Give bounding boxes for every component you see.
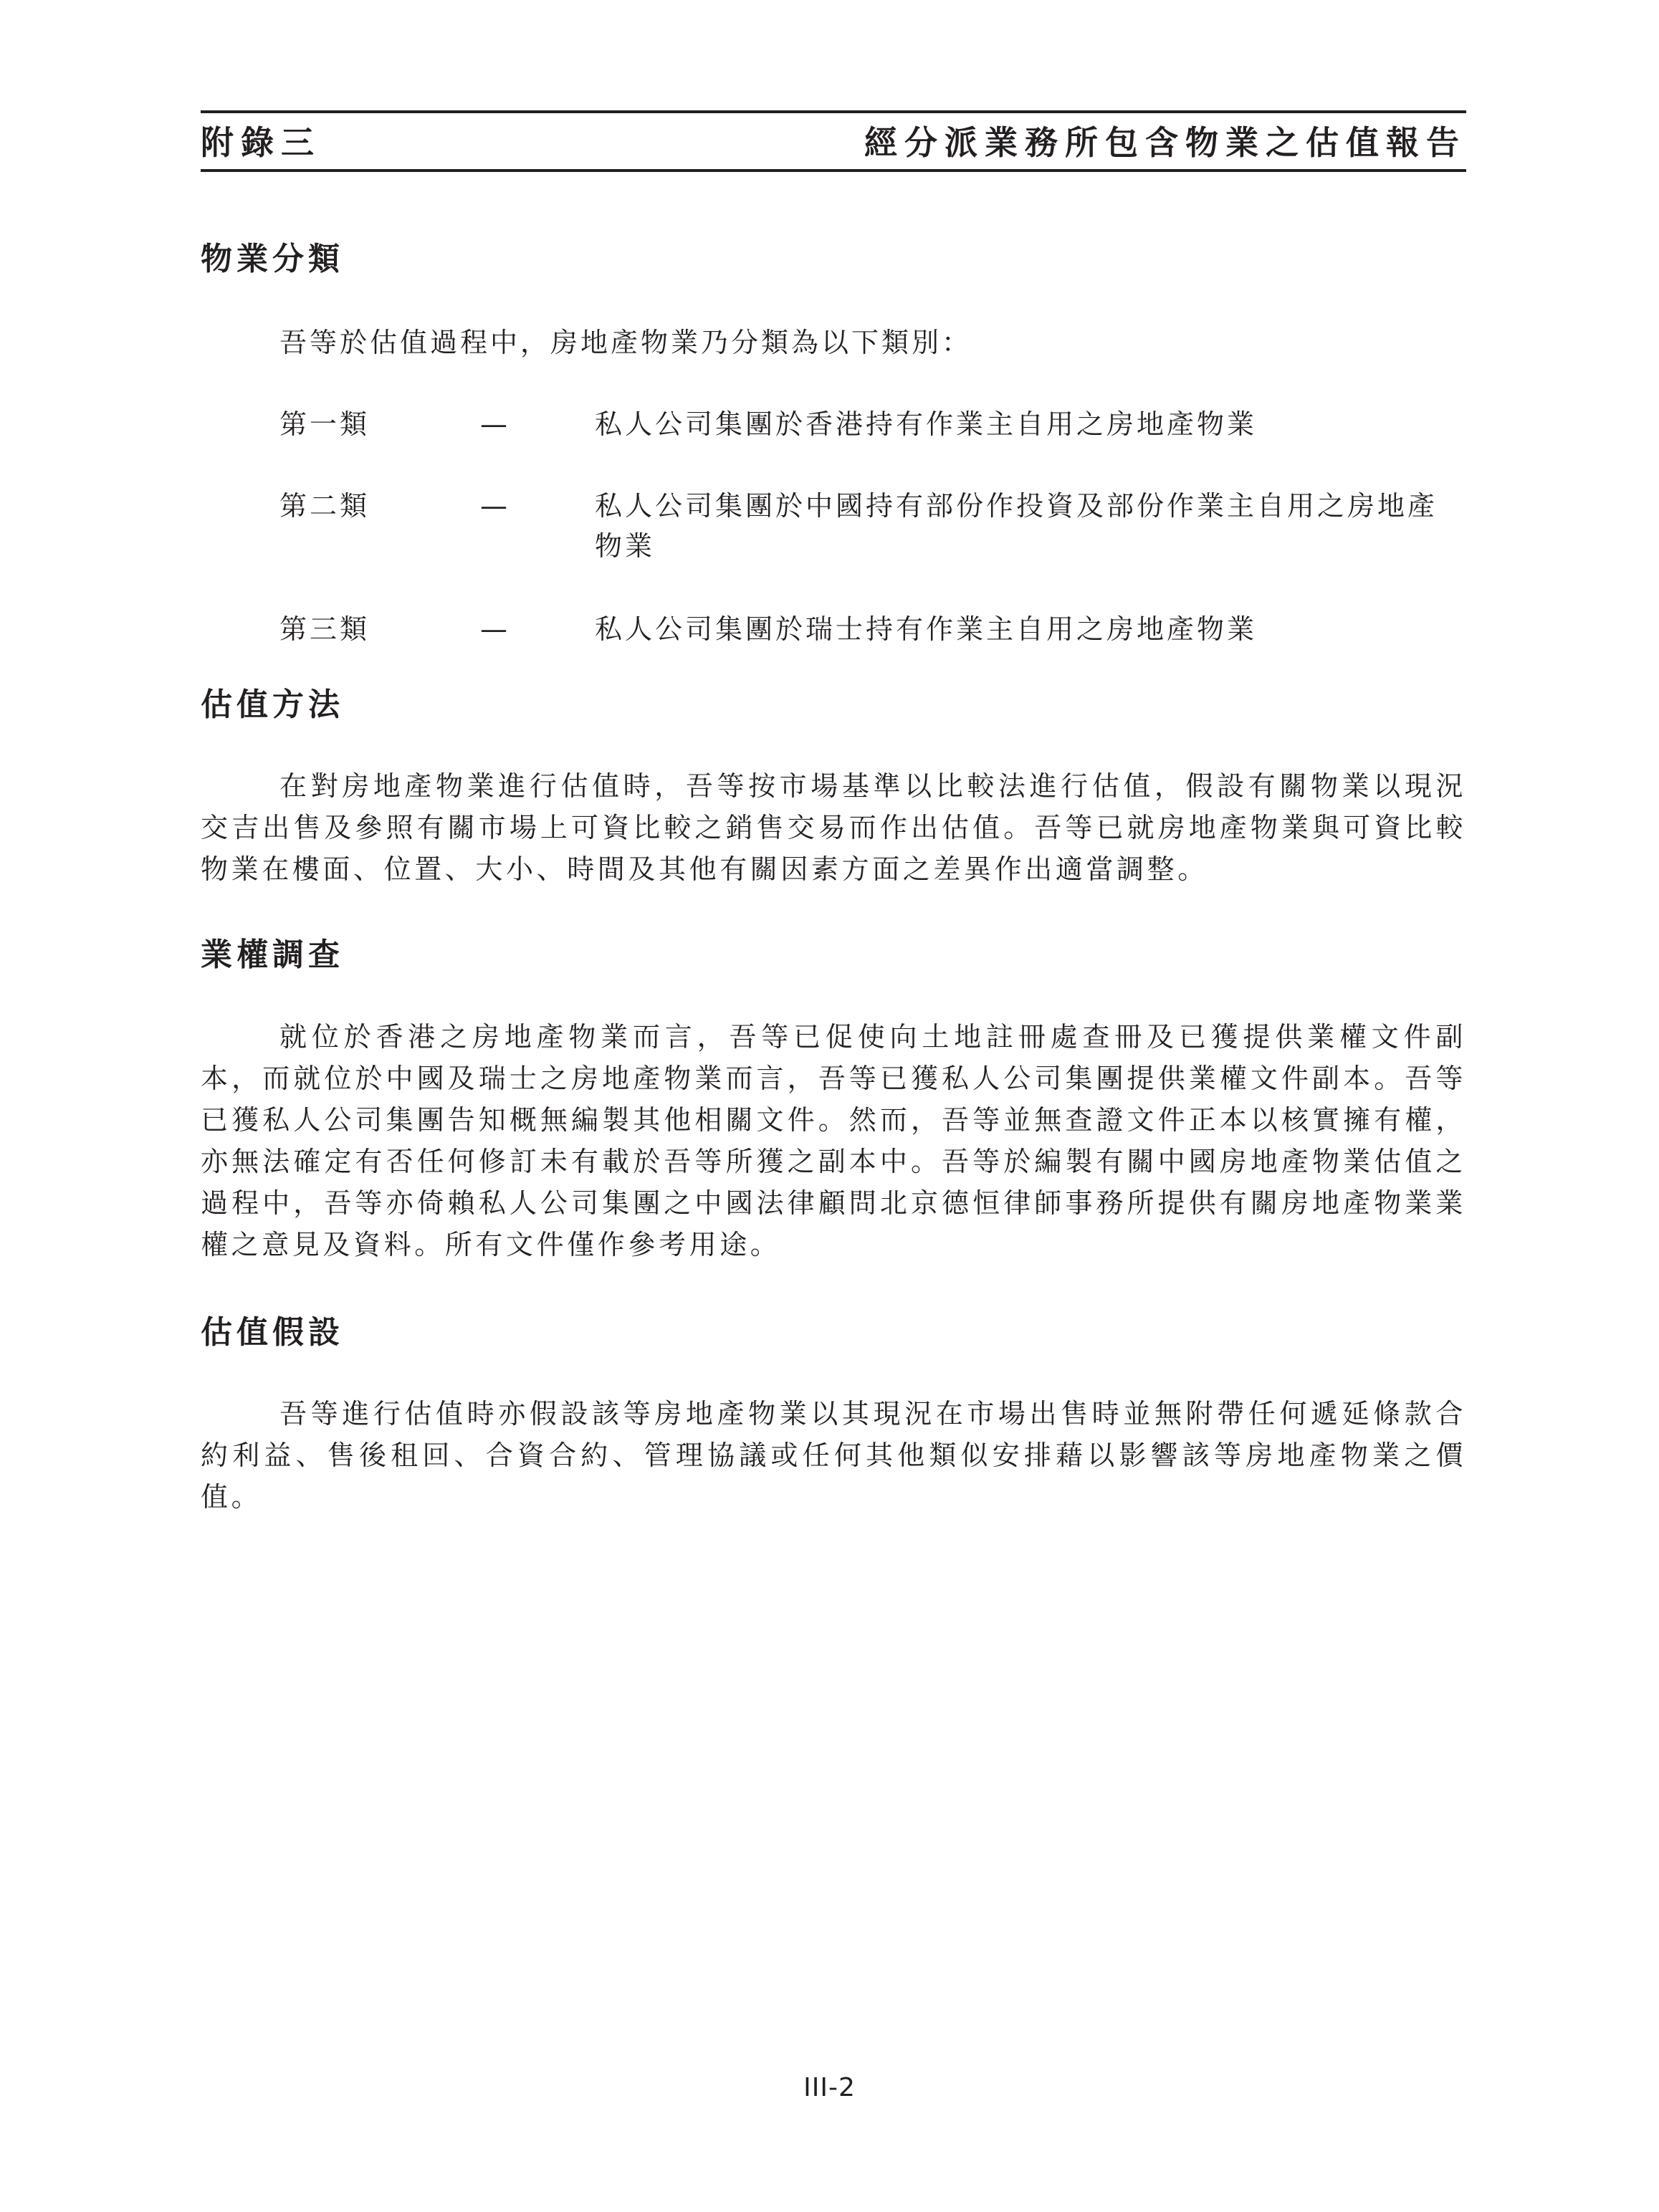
report-title: 經分派業務所包含物業之估值報告 bbox=[864, 123, 1466, 162]
assumptions-paragraph: 吾等進行估值時亦假設該等房地產物業以其現況在市場出售時並無附帶任何遞延條款合約利益、售後租回、合資合約、管理協議或任何其他類似安排藉以影響該等房地產物業之價值。 bbox=[201, 1398, 1466, 1513]
classification-intro: 吾等於估值過程中，房地產物業乃分類為以下類別： bbox=[279, 327, 972, 358]
category-name: 第一類 bbox=[279, 408, 370, 440]
appendix-label: 附錄三 bbox=[201, 123, 321, 162]
category-name: 第三類 bbox=[279, 613, 370, 645]
category-description: 私人公司集團於瑞士持有作業主自用之房地產物業 bbox=[595, 613, 1258, 645]
section-heading-assumptions: 估值假設 bbox=[201, 1314, 344, 1351]
page-header bbox=[201, 110, 1466, 172]
category-dash: — bbox=[480, 490, 510, 522]
section-heading-title-check: 業權調查 bbox=[201, 937, 344, 973]
category-name: 第二類 bbox=[279, 490, 370, 522]
category-description: 私人公司集團於中國持有部份作投資及部份作業主自用之房地產物業 bbox=[595, 490, 1438, 562]
page-number: III-2 bbox=[803, 2073, 856, 2102]
category-dash: — bbox=[480, 408, 510, 440]
section-heading-classification: 物業分類 bbox=[201, 241, 344, 277]
section-heading-method: 估值方法 bbox=[201, 686, 344, 723]
title-check-paragraph: 就位於香港之房地產物業而言，吾等已促使向土地註冊處查冊及已獲提供業權文件副本，而就位於中國及瑞士之房地產物業而言，吾等已獲私人公司集團提供業權文件副本。吾等已獲私人公司集團告知概無編製其他相關文件。然而，吾等並無查證文件正本以核實擁有權，亦無法確定有否任何修訂未有載於吾等所獲之副本中。吾等於編製有關中國房地產物業估值之過程中，吾等亦倚賴私人公司集團之中國法律顧問北京德恒律師事務所提供有關房地產物業業權之意見及資料。所有文件僅作參考用途。 bbox=[201, 1021, 1466, 1260]
method-paragraph: 在對房地產物業進行估值時，吾等按市場基準以比較法進行估值，假設有關物業以現況交吉出售及參照有關市場上可資比較之銷售交易而作出估值。吾等已就房地產物業與可資比較物業在樓面、位置、大小、時間及其他有關因素方面之差異作出適當調整。 bbox=[201, 770, 1466, 885]
category-description: 私人公司集團於香港持有作業主自用之房地產物業 bbox=[595, 408, 1258, 440]
category-dash: — bbox=[480, 613, 510, 645]
